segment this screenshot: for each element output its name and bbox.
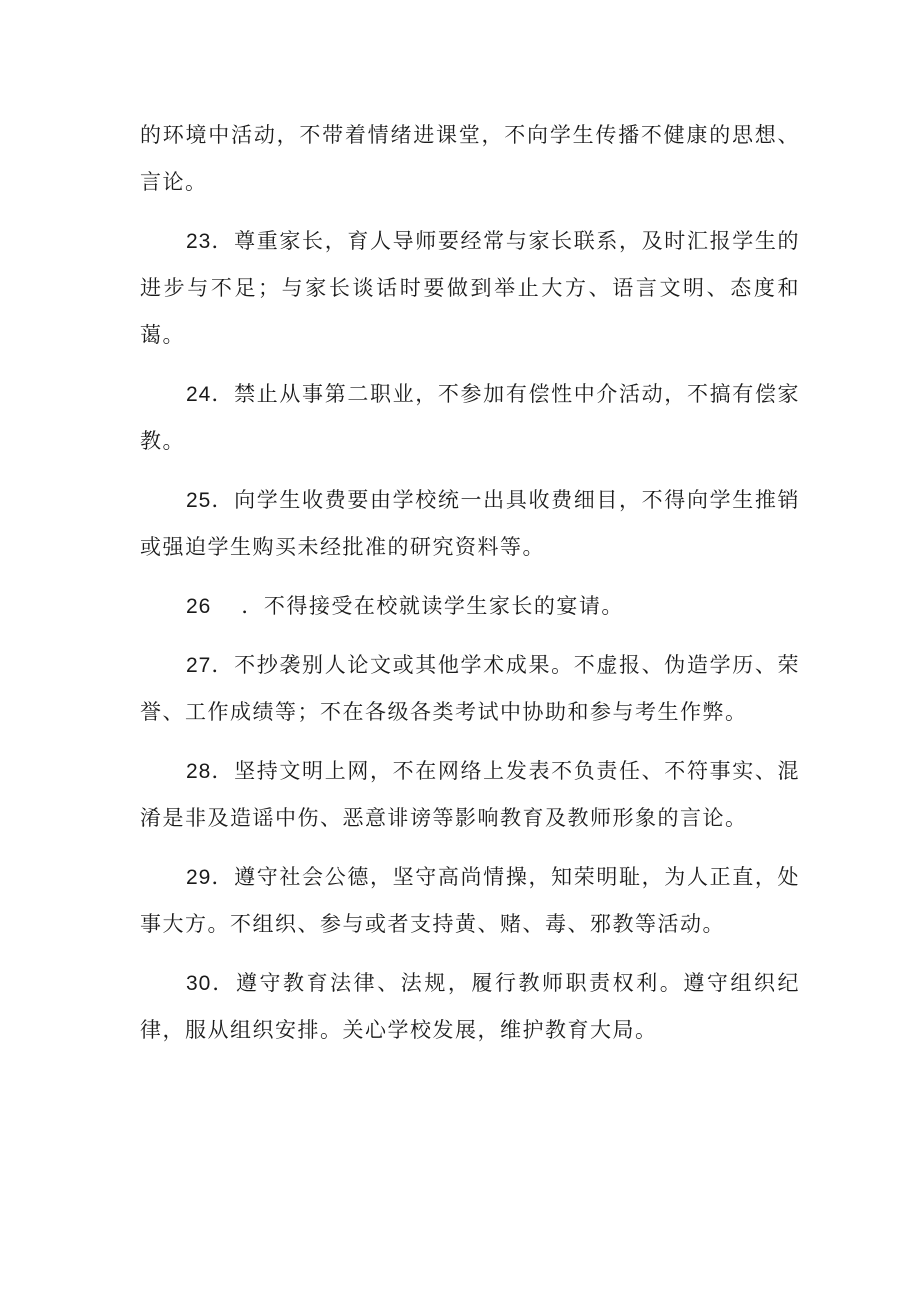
paragraph-text: ．向学生收费要由学校统一出具收费细目，不得向学生推销或强迫学生购买未经批准的研究资料等。 bbox=[140, 488, 800, 559]
paragraph-item-27 bbox=[140, 642, 800, 736]
paragraph-text: ．不抄袭别人论文或其他学术成果。不虚报、伪造学历、荣誉、工作成绩等；不在各级各类考试中协助和参与考生作弊。 bbox=[140, 653, 800, 724]
paragraph-text: ．坚持文明上网，不在网络上发表不负责任、不符事实、混淆是非及造谣中伤、恶意诽谤等影响教育及教师形象的言论。 bbox=[140, 759, 800, 830]
paragraph-text: ．不得接受在校就读学生家长的宴请。 bbox=[241, 594, 624, 618]
item-number: 27 bbox=[186, 654, 212, 677]
item-number: 30 bbox=[186, 972, 212, 995]
paragraph-item-25 bbox=[140, 477, 800, 571]
paragraph-item-29 bbox=[140, 854, 800, 948]
paragraph-item-26 bbox=[140, 583, 800, 630]
paragraph-text: ．遵守教育法律、法规，履行教师职责权利。遵守组织纪律，服从组织安排。关心学校发展，维护教育大局。 bbox=[140, 971, 800, 1042]
document-body bbox=[140, 112, 800, 1066]
paragraph-text: ．尊重家长，育人导师要经常与家长联系，及时汇报学生的进步与不足；与家长谈话时要做到举止大方、语言文明、态度和蔼。 bbox=[140, 229, 800, 347]
paragraph-item-23 bbox=[140, 218, 800, 359]
paragraph-item-24 bbox=[140, 371, 800, 465]
paragraph-item-30 bbox=[140, 960, 800, 1054]
item-number: 28 bbox=[186, 760, 212, 783]
paragraph-text: ．禁止从事第二职业，不参加有偿性中介活动，不搞有偿家教。 bbox=[140, 382, 800, 453]
paragraph-text: ．遵守社会公德，坚守高尚情操，知荣明耻，为人正直，处事大方。不组织、参与或者支持黄、赌、毒、邪教等活动。 bbox=[140, 865, 800, 936]
item-number: 23 bbox=[186, 230, 212, 253]
paragraph-item-28 bbox=[140, 748, 800, 842]
item-number: 24 bbox=[186, 383, 212, 406]
item-number: 29 bbox=[186, 866, 212, 889]
paragraph-text: 的环境中活动，不带着情绪进课堂，不向学生传播不健康的思想、言论。 bbox=[140, 123, 800, 194]
item-number: 26 bbox=[186, 595, 212, 618]
item-number: 25 bbox=[186, 489, 212, 512]
paragraph-continued bbox=[140, 112, 800, 206]
